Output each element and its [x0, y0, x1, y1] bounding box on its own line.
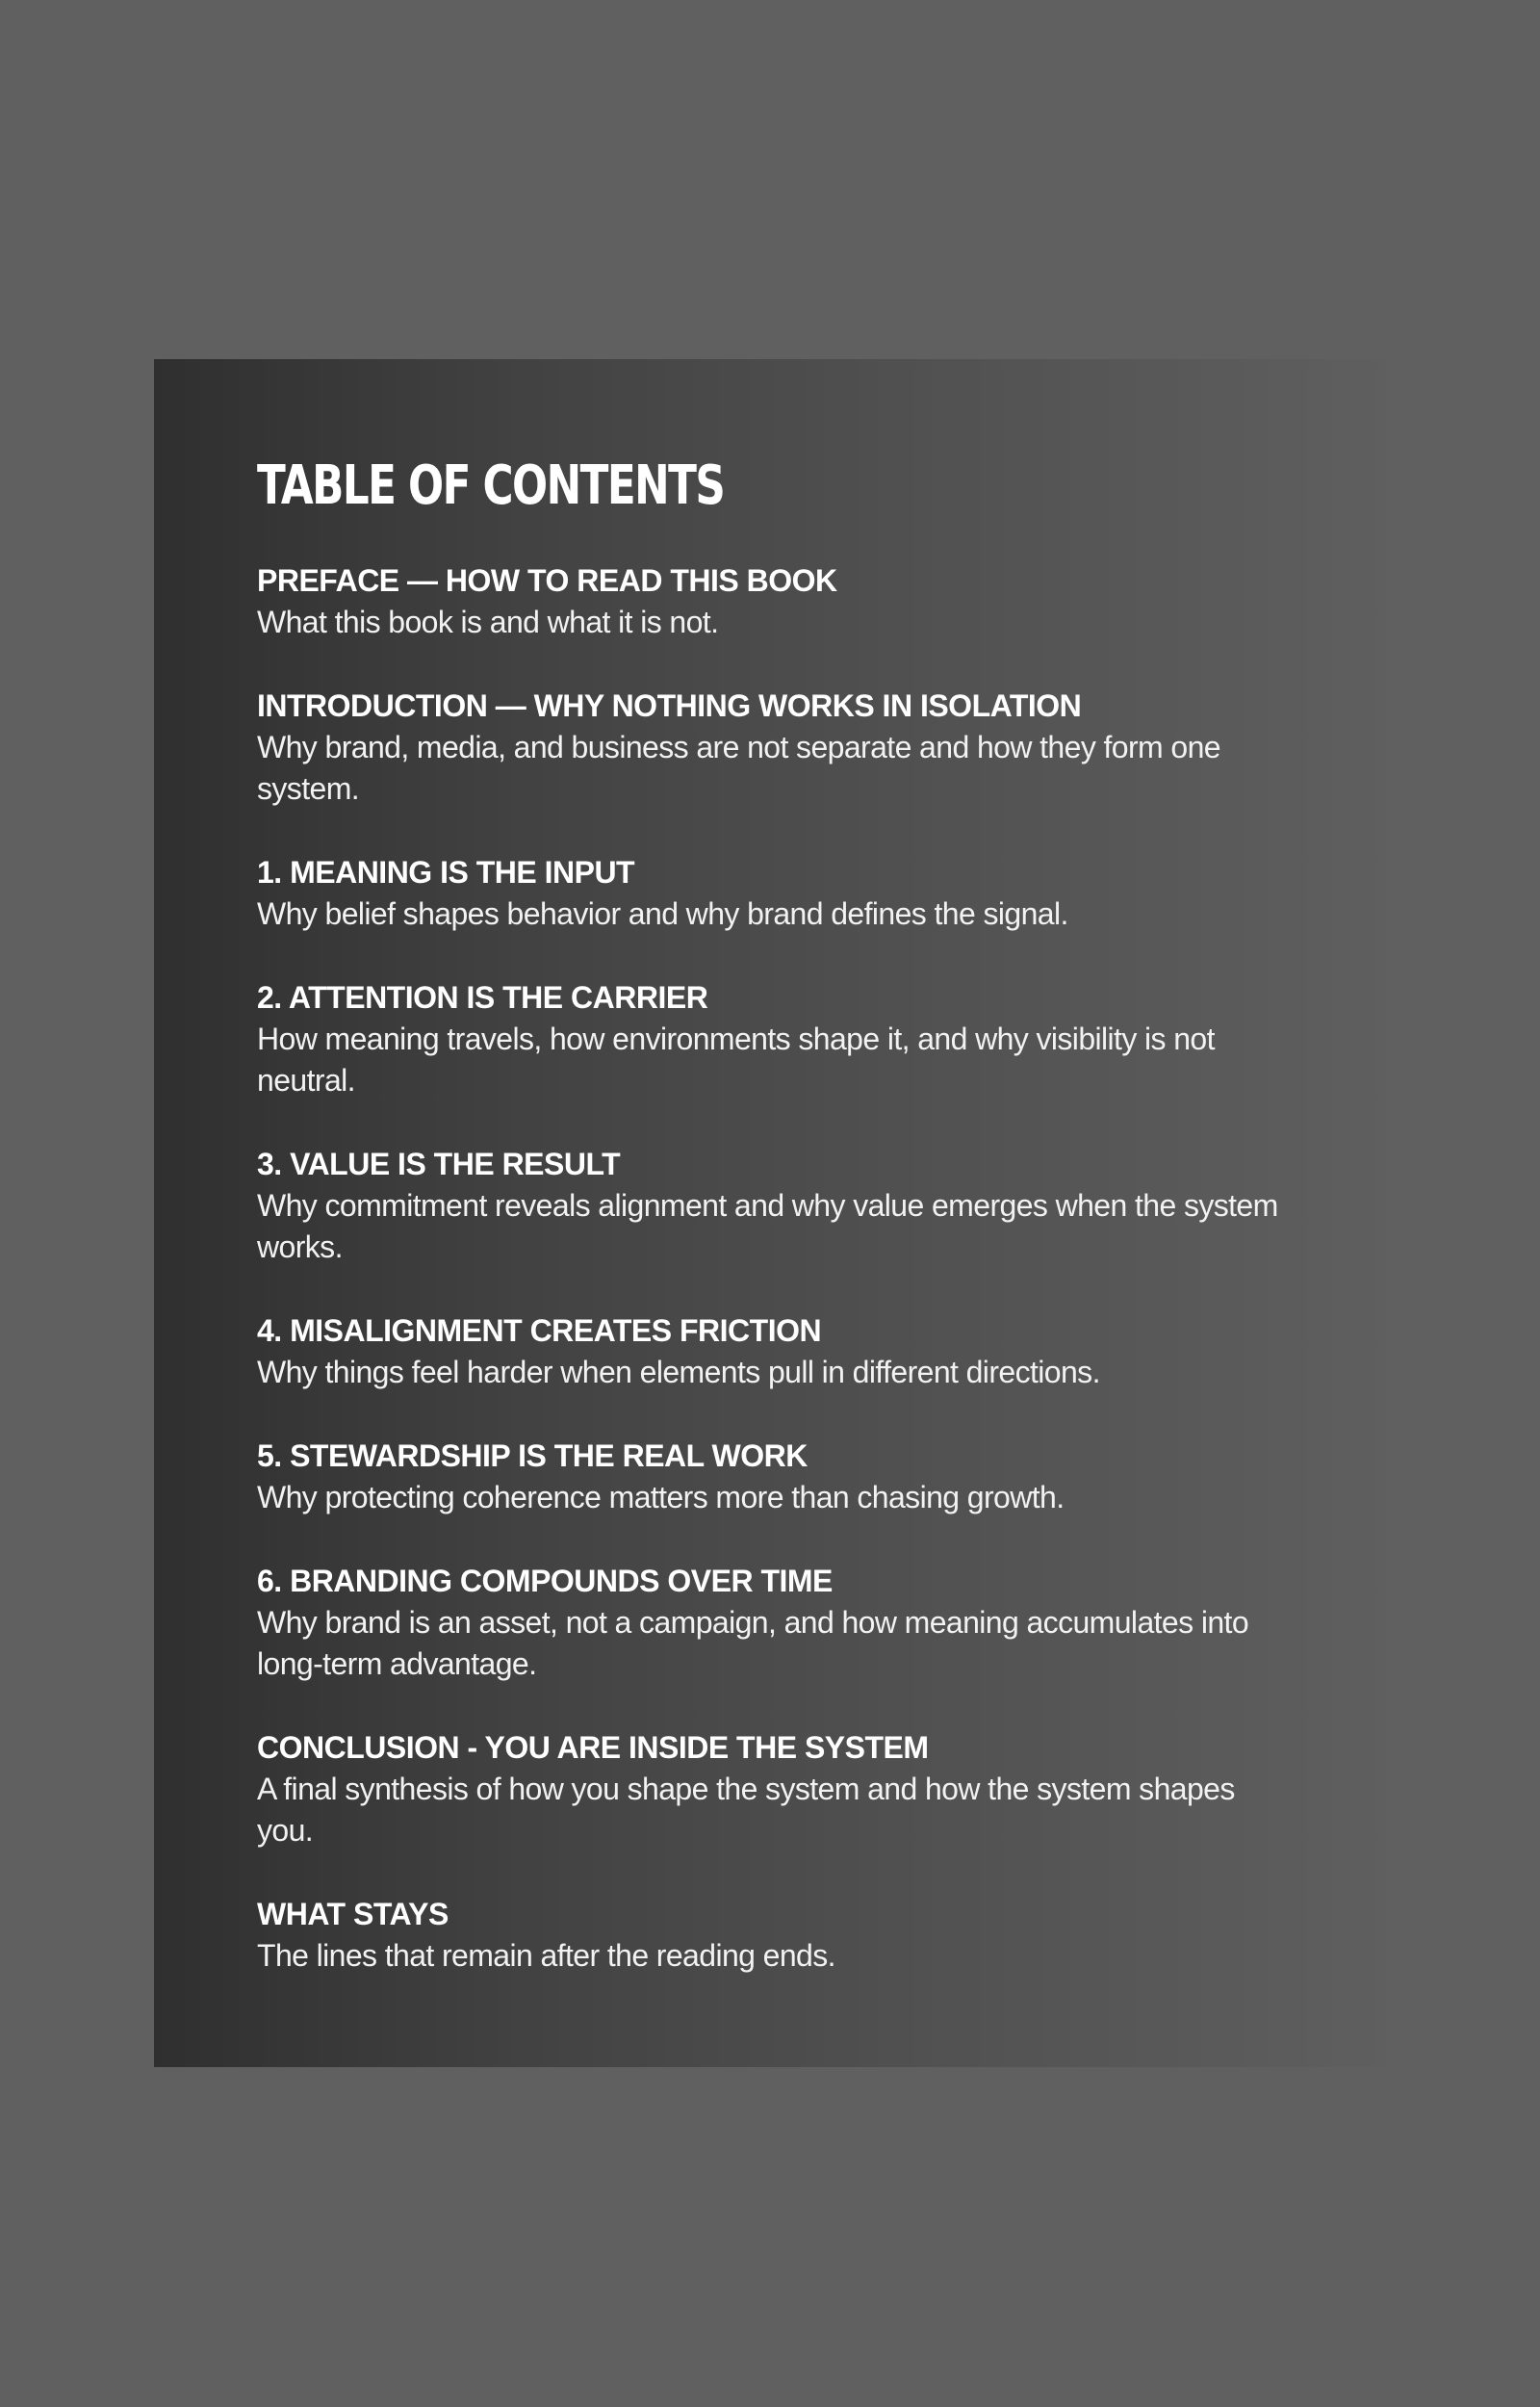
toc-entry-heading: 6. BRANDING COMPOUNDS OVER TIME — [257, 1564, 833, 1598]
toc-entry-heading: WHAT STAYS — [257, 1897, 449, 1931]
toc-entry-introduction — [257, 685, 1283, 810]
toc-entry-chapter-1 — [257, 851, 1283, 935]
toc-entry-heading: 3. VALUE IS THE RESULT — [257, 1147, 621, 1181]
toc-entry-what-stays — [257, 1893, 1283, 1977]
toc-entry-conclusion — [257, 1726, 1283, 1851]
toc-entry-heading: 2. ATTENTION IS THE CARRIER — [257, 980, 708, 1015]
toc-entry-heading: 1. MEANING IS THE INPUT — [257, 855, 635, 890]
table-of-contents-card — [154, 359, 1386, 2067]
toc-list — [257, 559, 1283, 1977]
toc-entry-description: Why brand is an asset, not a campaign, and how meaning accumulates into long-term advantage. — [257, 1605, 1249, 1681]
toc-entry-description: Why brand, media, and business are not separate and how they form one system. — [257, 730, 1220, 806]
page-title: TABLE OF CONTENTS — [257, 454, 725, 517]
toc-entry-description: What this book is and what it is not. — [257, 605, 719, 639]
toc-entry-description: How meaning travels, how environments shape it, and why visibility is not neutral. — [257, 1022, 1215, 1098]
toc-entry-chapter-5 — [257, 1435, 1283, 1518]
toc-entry-description: Why protecting coherence matters more than chasing growth. — [257, 1480, 1065, 1514]
toc-entry-chapter-6 — [257, 1560, 1283, 1685]
toc-entry-chapter-4 — [257, 1309, 1283, 1393]
toc-entry-description: Why belief shapes behavior and why brand defines the signal. — [257, 896, 1068, 931]
toc-entry-description: Why things feel harder when elements pull in different directions. — [257, 1355, 1100, 1389]
toc-entry-description: The lines that remain after the reading ends. — [257, 1938, 835, 1973]
toc-entry-heading: 4. MISALIGNMENT CREATES FRICTION — [257, 1313, 822, 1348]
toc-entry-heading: PREFACE — HOW TO READ THIS BOOK — [257, 563, 837, 598]
toc-entry-chapter-2 — [257, 976, 1283, 1101]
toc-entry-preface — [257, 559, 1283, 643]
toc-entry-description: A final synthesis of how you shape the system and how the system shapes you. — [257, 1772, 1235, 1848]
toc-entry-chapter-3 — [257, 1143, 1283, 1268]
toc-entry-heading: 5. STEWARDSHIP IS THE REAL WORK — [257, 1438, 808, 1473]
toc-entry-heading: INTRODUCTION — WHY NOTHING WORKS IN ISOLATION — [257, 688, 1082, 723]
toc-entry-description: Why commitment reveals alignment and why value emerges when the system works. — [257, 1188, 1278, 1264]
toc-entry-heading: CONCLUSION - YOU ARE INSIDE THE SYSTEM — [257, 1730, 929, 1765]
